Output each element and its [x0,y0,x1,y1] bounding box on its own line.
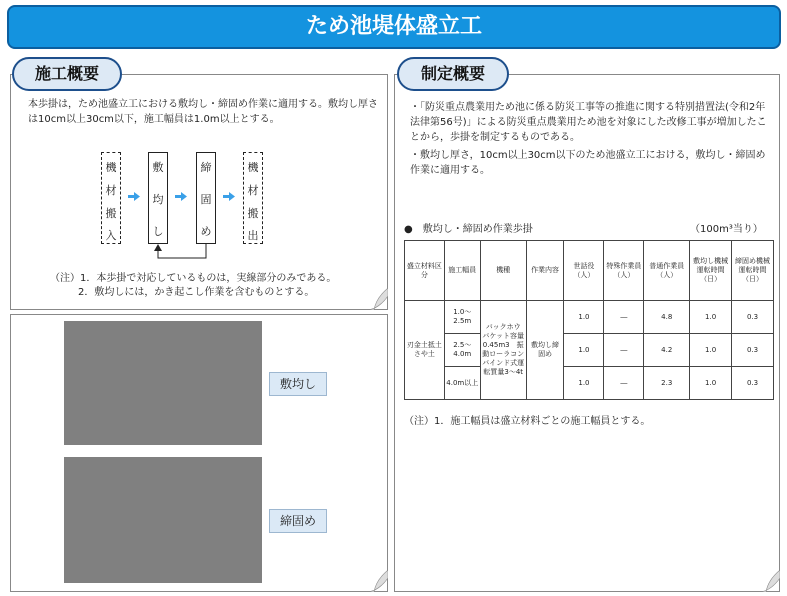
overview-note-2: 2．敷均しには，かき起こし作業を含むものとする。 [78,287,315,298]
table-header-cell: 締固め機械運転時間（日） [732,241,774,301]
flow-step-equipment-out [243,152,263,244]
flow-char: 出 [247,229,259,242]
flow-char: 機 [247,161,259,174]
flow-arrow-icon [128,192,140,201]
flow-char: 敷 [152,161,164,174]
enactment-overview-heading: 制定概要 [397,57,509,91]
page-curl-icon [758,570,780,592]
foreman-cell: 1.0 [564,367,604,400]
special-cell: ― [604,334,644,367]
flow-char: 材 [105,184,117,197]
flow-step-compaction [196,152,216,244]
enactment-bullet-1: ・「防災重点農業用ため池に係る防災工事等の推進に関する特別措置法(令和2年法律第56号)」による防災重点農業用ため池を対象にした改修工事が増加したことから，歩掛を制定するものである。 [410,102,767,143]
flow-char: め [200,225,212,238]
loop-back-arrow-icon [150,244,220,264]
page-curl-icon [366,288,388,310]
spread-cell: 1.0 [690,301,732,334]
table-header-cell: 世話役（人） [564,241,604,301]
flow-char: 材 [247,184,259,197]
table-row [405,367,774,400]
compaction-photo [64,457,262,583]
table-row [405,301,774,334]
width-cell: 1.0～2.5m [444,301,480,334]
compact-cell: 0.3 [732,334,774,367]
spreading-photo-label: 敷均し [269,372,327,396]
enactment-bullet-2: ・敷均し厚さ，10cm以上30cm以下のため池盛立工における，敷均し・締固め作業に適用する。 [410,150,766,176]
flow-char: 入 [105,229,117,242]
page-title: ため池堤体盛立工 [7,5,781,49]
compact-cell: 0.3 [732,367,774,400]
material-cell: 刃金土抵土さや土 [405,301,445,400]
normal-cell: 4.8 [644,301,690,334]
flow-step-equipment-in [101,152,121,244]
table-unit: （100m³当り） [690,224,763,235]
table-header-cell: 施工幅員 [444,241,480,301]
compaction-photo-label: 締固め [269,509,327,533]
table-header-cell: 普通作業員（人） [644,241,690,301]
foreman-cell: 1.0 [564,334,604,367]
work-rate-table [404,240,774,400]
compact-cell: 0.3 [732,301,774,334]
flow-char: 機 [105,161,117,174]
table-row [405,334,774,367]
flow-arrow-icon [223,192,235,201]
spread-cell: 1.0 [690,334,732,367]
foreman-cell: 1.0 [564,301,604,334]
width-cell: 2.5～4.0m [444,334,480,367]
normal-cell: 2.3 [644,367,690,400]
spread-cell: 1.0 [690,367,732,400]
table-note: （注）1．施工幅員は盛立材料ごとの施工幅員とする。 [404,416,651,427]
normal-cell: 4.2 [644,334,690,367]
flow-char: 締 [200,161,212,174]
overview-note-1: （注）1．本歩掛で対応しているものは，実線部分のみである。 [50,273,337,284]
flow-char: し [152,225,164,238]
table-header-cell: 盛立材料区分 [405,241,445,301]
flow-step-spreading [148,152,168,244]
flow-arrow-icon [175,192,187,201]
overview-description: 本歩掛は，ため池盛立工における敷均し・締固め作業に適用する。敷均し厚さは10cm以上30cm以下，施工幅員は1.0m以上とする。 [28,99,378,125]
page-curl-icon [366,570,388,592]
work-cell: 敷均し締固め [526,301,564,400]
table-header-cell: 機種 [480,241,526,301]
flow-char: 均 [152,193,164,206]
table-header-cell: 作業内容 [526,241,564,301]
machine-cell: バックホウ バケット容量0.45m3 振動ローラコンバインド式運転質量3～4t [480,301,526,400]
table-header-cell: 特殊作業員（人） [604,241,644,301]
table-header-cell: 敷均し機械運転時間（日） [690,241,732,301]
flow-char: 搬 [105,207,117,220]
width-cell: 4.0m以上 [444,367,480,400]
special-cell: ― [604,367,644,400]
flow-char: 固 [200,193,212,206]
table-title: ● 敷均し・締固め作業歩掛 [404,224,533,235]
construction-overview-heading: 施工概要 [12,57,122,91]
special-cell: ― [604,301,644,334]
flow-char: 搬 [247,207,259,220]
spreading-photo [64,321,262,445]
